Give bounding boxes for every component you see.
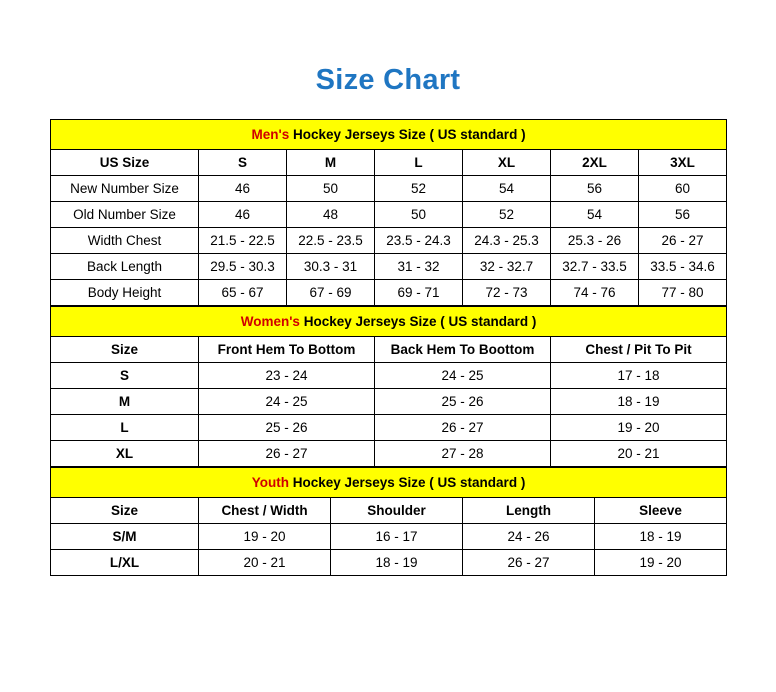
mens-row-0-val-1: 50 [287, 176, 375, 202]
mens-row-4-label: Body Height [51, 280, 199, 306]
table-row [51, 363, 727, 389]
mens-col-2: M [287, 150, 375, 176]
youth-row-0-label: S/M [51, 524, 199, 550]
womens-row-1-label: M [51, 389, 199, 415]
mens-row-4-val-3: 72 - 73 [463, 280, 551, 306]
table-row [51, 202, 727, 228]
table-row [51, 441, 727, 467]
table-row [51, 228, 727, 254]
womens-banner-accent: Women's [240, 314, 300, 329]
youth-size-table [50, 467, 727, 576]
table-banner-row [51, 468, 727, 498]
table-banner-row [51, 120, 727, 150]
mens-row-4-val-0: 65 - 67 [199, 280, 287, 306]
youth-row-0-val-2: 24 - 26 [463, 524, 595, 550]
mens-row-0-label: New Number Size [51, 176, 199, 202]
mens-row-3-val-4: 32.7 - 33.5 [551, 254, 639, 280]
womens-row-1-val-0: 24 - 25 [199, 389, 375, 415]
mens-col-0: US Size [51, 150, 199, 176]
mens-row-2-val-0: 21.5 - 22.5 [199, 228, 287, 254]
mens-row-4-val-1: 67 - 69 [287, 280, 375, 306]
mens-row-0-val-4: 56 [551, 176, 639, 202]
mens-row-2-val-5: 26 - 27 [639, 228, 727, 254]
mens-row-1-val-0: 46 [199, 202, 287, 228]
mens-row-2-val-3: 24.3 - 25.3 [463, 228, 551, 254]
table-row [51, 176, 727, 202]
mens-row-1-val-5: 56 [639, 202, 727, 228]
womens-row-3-val-1: 27 - 28 [375, 441, 551, 467]
mens-banner-rest: Hockey Jerseys Size ( US standard ) [289, 127, 526, 142]
youth-row-0-val-1: 16 - 17 [331, 524, 463, 550]
table-row [51, 550, 727, 576]
mens-banner-accent: Men's [251, 127, 290, 142]
womens-row-2-val-2: 19 - 20 [551, 415, 727, 441]
womens-col-2: Back Hem To Boottom [375, 337, 551, 363]
womens-col-1: Front Hem To Bottom [199, 337, 375, 363]
mens-row-4-val-5: 77 - 80 [639, 280, 727, 306]
mens-col-5: 2XL [551, 150, 639, 176]
mens-col-1: S [199, 150, 287, 176]
youth-row-0-val-3: 18 - 19 [595, 524, 727, 550]
youth-banner-accent: Youth [251, 475, 289, 490]
womens-row-0-label: S [51, 363, 199, 389]
mens-banner [51, 120, 727, 150]
page-title: Size Chart [315, 64, 461, 96]
youth-row-1-val-2: 26 - 27 [463, 550, 595, 576]
table-row [51, 524, 727, 550]
mens-row-0-val-0: 46 [199, 176, 287, 202]
womens-row-0-val-0: 23 - 24 [199, 363, 375, 389]
womens-col-0: Size [51, 337, 199, 363]
womens-size-table [50, 306, 727, 467]
mens-row-1-val-2: 50 [375, 202, 463, 228]
womens-row-3-label: XL [51, 441, 199, 467]
table-row [51, 254, 727, 280]
size-tables [50, 95, 726, 576]
womens-banner-rest: Hockey Jerseys Size ( US standard ) [299, 314, 537, 329]
table-row [51, 415, 727, 441]
mens-row-3-val-0: 29.5 - 30.3 [199, 254, 287, 280]
mens-row-2-val-2: 23.5 - 24.3 [375, 228, 463, 254]
womens-row-1-val-1: 25 - 26 [375, 389, 551, 415]
mens-row-0-val-2: 52 [375, 176, 463, 202]
mens-row-0-val-3: 54 [463, 176, 551, 202]
mens-row-1-label: Old Number Size [51, 202, 199, 228]
youth-col-3: Length [463, 498, 595, 524]
youth-row-0-val-0: 19 - 20 [199, 524, 331, 550]
womens-banner [51, 307, 727, 337]
womens-row-3-val-2: 20 - 21 [551, 441, 727, 467]
mens-row-1-val-4: 54 [551, 202, 639, 228]
youth-col-4: Sleeve [595, 498, 727, 524]
youth-row-1-val-1: 18 - 19 [331, 550, 463, 576]
table-row [51, 280, 727, 306]
mens-row-2-val-4: 25.3 - 26 [551, 228, 639, 254]
youth-col-0: Size [51, 498, 199, 524]
youth-row-1-val-3: 19 - 20 [595, 550, 727, 576]
mens-row-2-label: Width Chest [51, 228, 199, 254]
mens-row-3-val-3: 32 - 32.7 [463, 254, 551, 280]
mens-row-2-val-1: 22.5 - 23.5 [287, 228, 375, 254]
mens-row-3-val-2: 31 - 32 [375, 254, 463, 280]
mens-row-3-val-1: 30.3 - 31 [287, 254, 375, 280]
mens-row-1-val-1: 48 [287, 202, 375, 228]
mens-row-0-val-5: 60 [639, 176, 727, 202]
youth-banner-rest: Hockey Jerseys Size ( US standard ) [288, 475, 526, 490]
youth-col-2: Shoulder [331, 498, 463, 524]
womens-row-2-val-0: 25 - 26 [199, 415, 375, 441]
mens-col-4: XL [463, 150, 551, 176]
mens-size-table [50, 119, 727, 306]
womens-row-2-val-1: 26 - 27 [375, 415, 551, 441]
mens-col-6: 3XL [639, 150, 727, 176]
mens-row-3-label: Back Length [51, 254, 199, 280]
mens-row-3-val-5: 33.5 - 34.6 [639, 254, 727, 280]
womens-row-1-val-2: 18 - 19 [551, 389, 727, 415]
table-header-row [51, 150, 727, 176]
mens-row-1-val-3: 52 [463, 202, 551, 228]
youth-col-1: Chest / Width [199, 498, 331, 524]
youth-row-1-label: L/XL [51, 550, 199, 576]
table-row [51, 389, 727, 415]
table-header-row [51, 498, 727, 524]
youth-row-1-val-0: 20 - 21 [199, 550, 331, 576]
table-banner-row [51, 307, 727, 337]
womens-row-0-val-1: 24 - 25 [375, 363, 551, 389]
youth-banner [51, 468, 727, 498]
mens-row-4-val-4: 74 - 76 [551, 280, 639, 306]
womens-row-3-val-0: 26 - 27 [199, 441, 375, 467]
mens-row-4-val-2: 69 - 71 [375, 280, 463, 306]
mens-col-3: L [375, 150, 463, 176]
womens-row-2-label: L [51, 415, 199, 441]
womens-row-0-val-2: 17 - 18 [551, 363, 727, 389]
womens-col-3: Chest / Pit To Pit [551, 337, 727, 363]
table-header-row [51, 337, 727, 363]
